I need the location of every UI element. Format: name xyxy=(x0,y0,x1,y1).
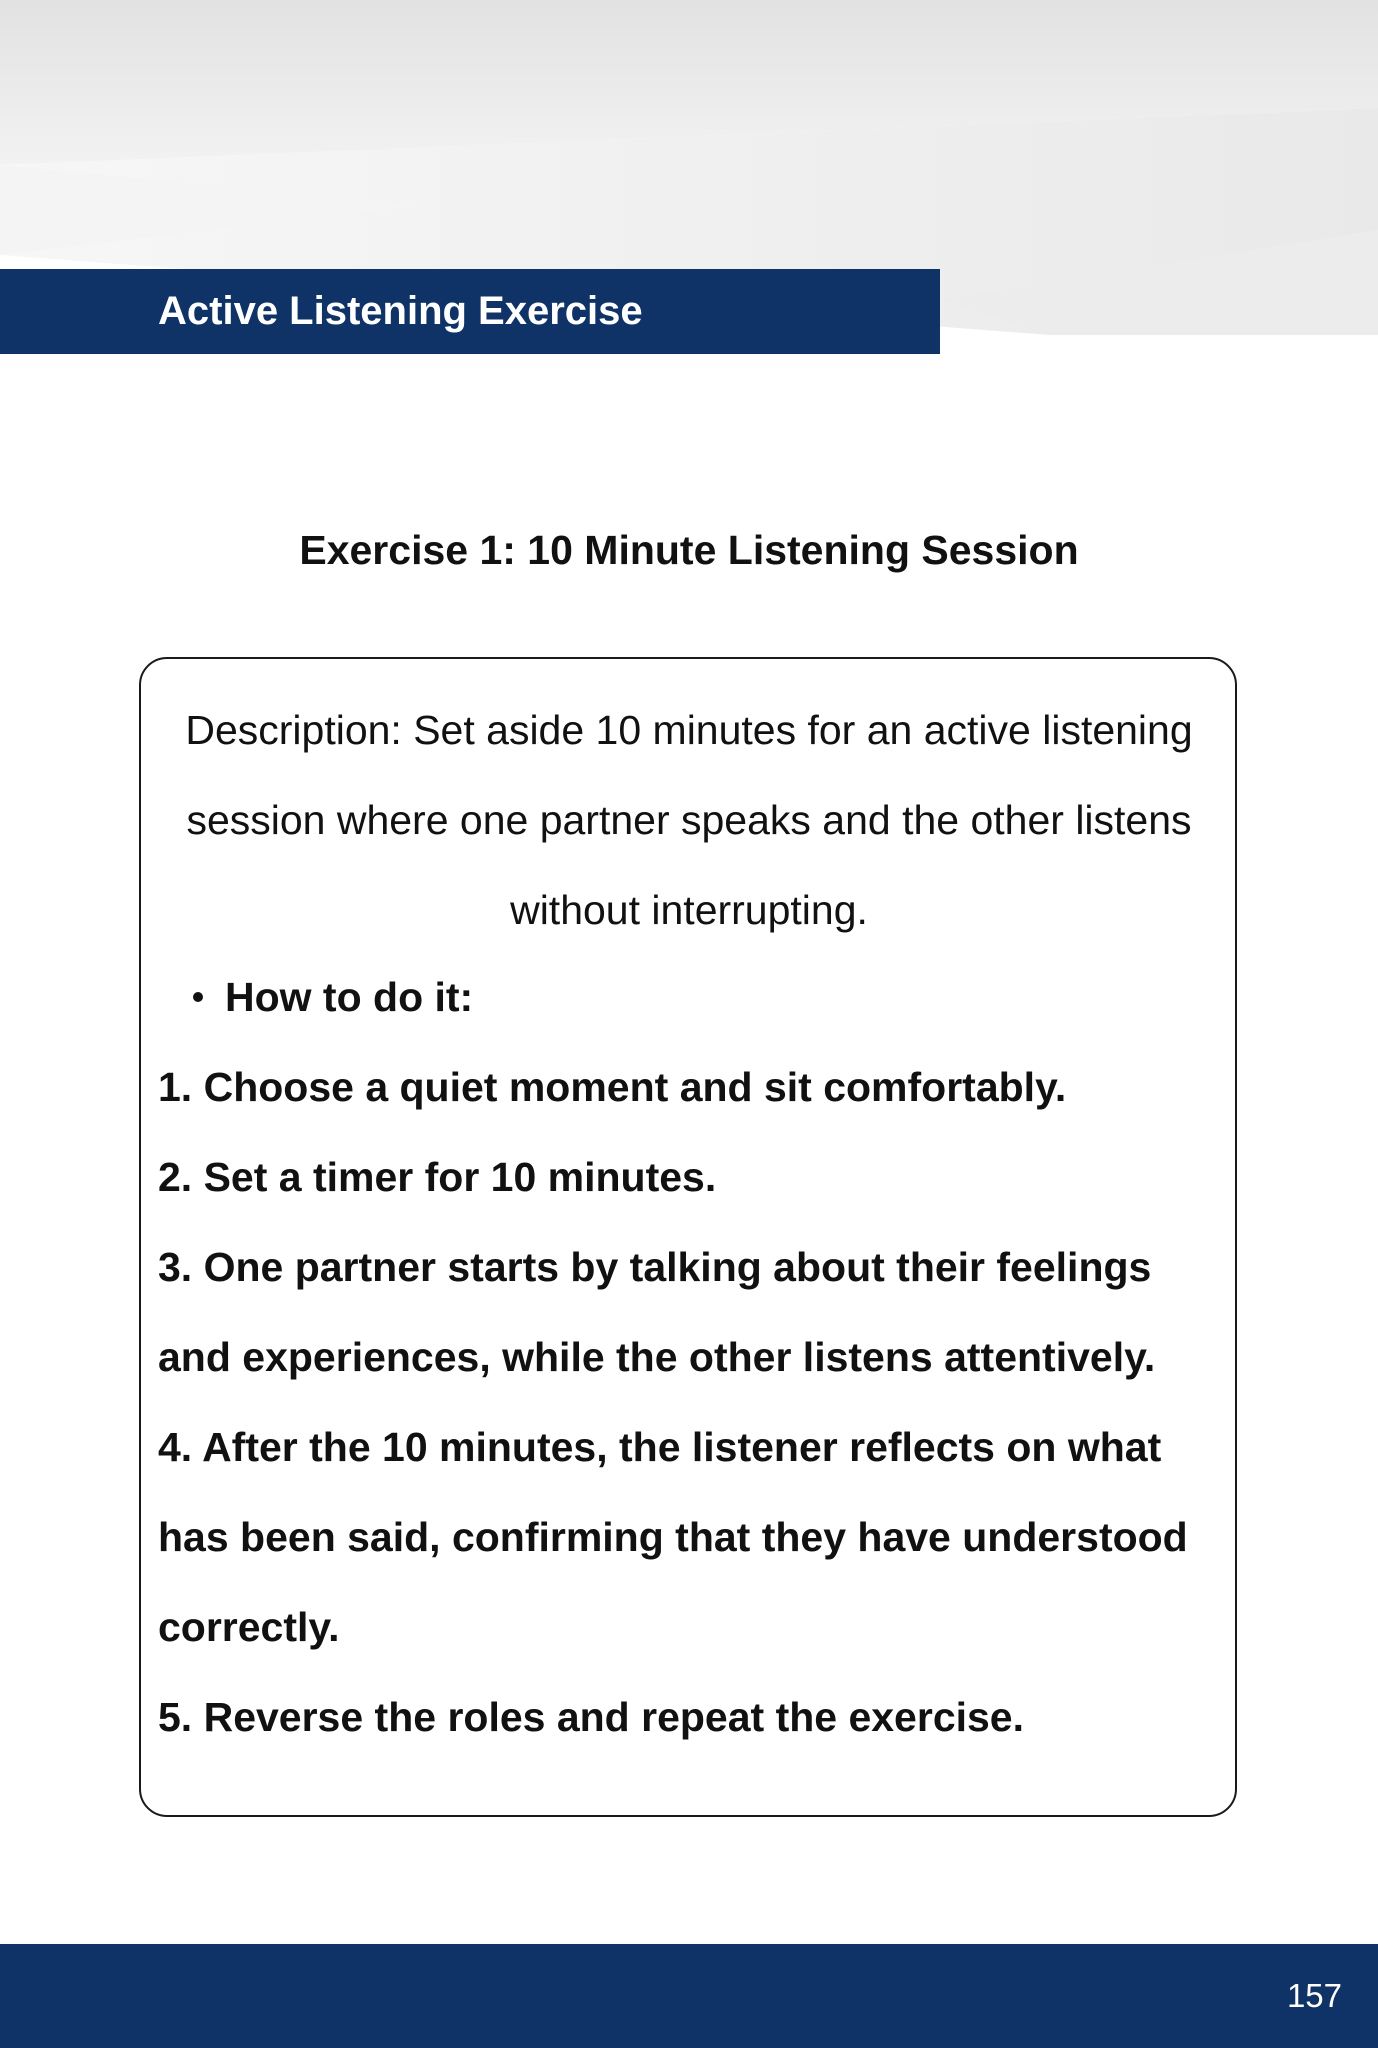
bullet-icon xyxy=(193,992,203,1002)
section-title: Active Listening Exercise xyxy=(158,289,643,333)
section-header-bar xyxy=(0,269,940,354)
step-item: 2. Set a timer for 10 minutes. xyxy=(158,1154,717,1200)
how-to-bullet xyxy=(193,952,473,1042)
how-to-label: How to do it: xyxy=(225,974,474,1020)
exercise-description: Description: Set aside 10 minutes for an active listening session where one partner speaks and the other listens without interrupting. xyxy=(185,707,1193,933)
step-item: 3. One partner starts by talking about their feelings and experiences, while the other listens attentively. xyxy=(158,1244,1156,1380)
steps-list xyxy=(158,1042,1218,1762)
step-item: 5. Reverse the roles and repeat the exercise. xyxy=(158,1694,1025,1740)
exercise-title: Exercise 1: 10 Minute Listening Session xyxy=(299,527,1079,573)
page-number: 157 xyxy=(1286,1977,1342,2014)
step-item: 1. Choose a quiet moment and sit comfortably. xyxy=(158,1064,1067,1110)
step-item: 4. After the 10 minutes, the listener reflects on what has been said, confirming that they have understood correctly. xyxy=(158,1424,1188,1650)
footer-bar xyxy=(0,1944,1378,2048)
